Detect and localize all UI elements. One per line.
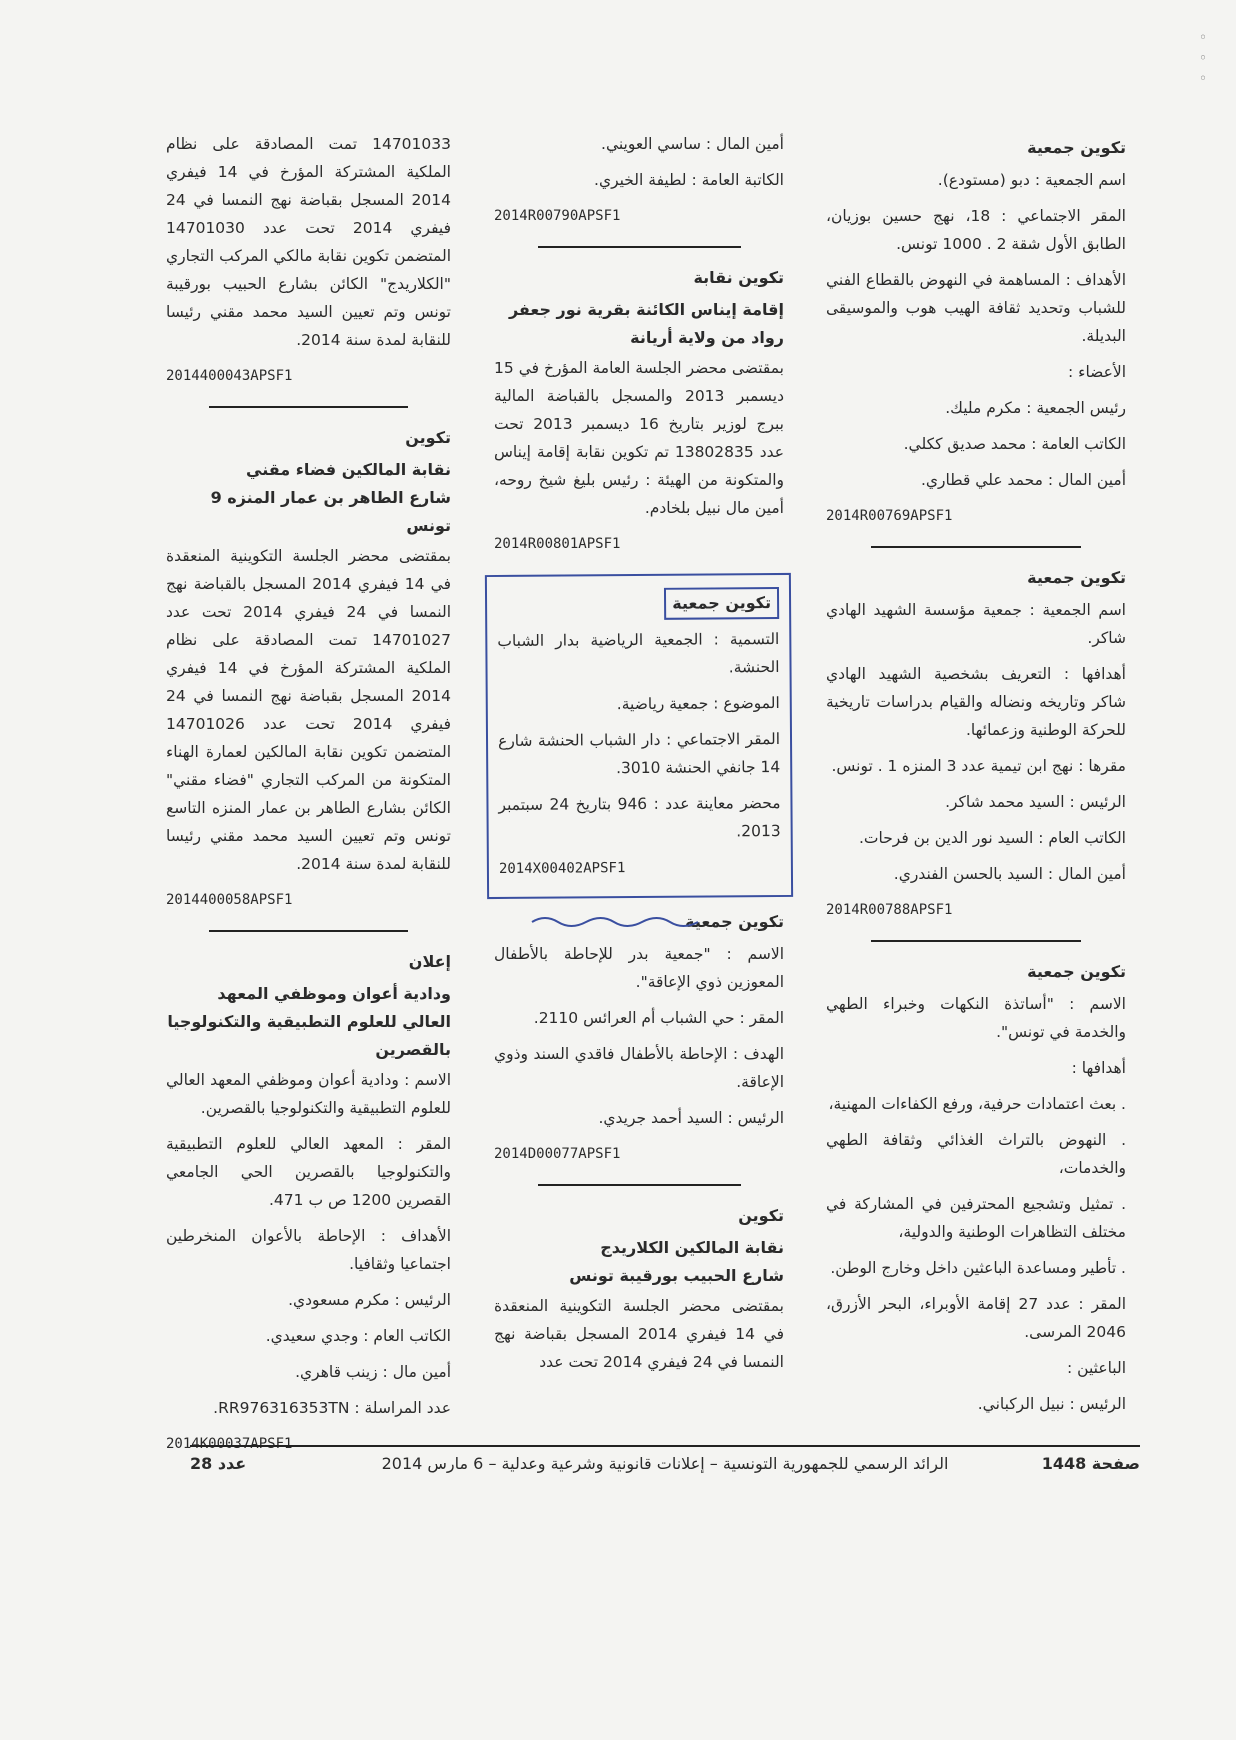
handwritten-frame	[485, 573, 793, 899]
notice-subtitle: نقابة المالكين الكلاريدج	[600, 1238, 784, 1257]
notice-line: عدد المراسلة : RR976316353TN.	[213, 1399, 451, 1417]
notice-line: أمين المال : السيد بالحسن الفندري.	[893, 865, 1126, 883]
separator	[538, 1184, 741, 1186]
notice-line: الكاتب العامة : محمد صديق ككلي.	[903, 435, 1126, 453]
notice-subtitle: شارع الحبيب بورقيبة تونس	[569, 1266, 784, 1285]
notice-line: محضر معاينة عدد : 946 بتاريخ 24 سبتمبر 2013.	[498, 794, 781, 841]
notice-title: تكوين جمعية	[1027, 568, 1126, 587]
notice-body: بمقتضى محضر الجلسة التكوينية المنعقدة في 14 فيفري 2014 المسجل بالقباضة نهج النمسا في 24 فيفري 2014 تحت عدد 14701027 تمت المصادقة على نظام الملكية المشتركة المؤرخ في 14 فيفري 2014 المسجل بقباضة نهج النمسا في 24 فيفري 2014 تحت عدد 14701026 المتضمن تكوين نقابة المالكين لعمارة الهناء المتكونة من المركب التجاري "فضاء مقني" الكائن بشارع الطاهر بن عمار المنزه التاسع تونس وتم تعيين السيد محمد مقني رئيسا للنقابة لمدة سنة 2014.	[166, 547, 452, 873]
notice-title: تكوين جمعية	[685, 912, 784, 931]
notice-continued	[166, 130, 451, 390]
notice-ref: 2014D00077APSF1	[494, 1146, 621, 1162]
notice-line: الأهداف : المساهمة في النهوض بالقطاع الفني للشباب وتحديد ثقافة الهيب هوب والموسيقى البديلة.	[826, 271, 1126, 345]
notice-body: بمقتضى محضر الجلسة التكوينية المنعقدة في 14 فيفري 2014 المسجل بقباضة نهج النمسا في 24 فيفري 2014 تحت عدد	[494, 1297, 784, 1371]
notice-title: إعلان	[408, 952, 451, 971]
handwritten-scribble	[530, 912, 700, 932]
separator	[538, 246, 741, 248]
notice-line: . النهوض بالتراث الغذائي وثقافة الطهي والخدمات،	[826, 1131, 1126, 1177]
notice-line: الأعضاء :	[1068, 363, 1126, 381]
notice-line: اسم الجمعية : دبو (مستودع).	[937, 171, 1126, 189]
notice-line: الاسم : "أساتذة النكهات وخبراء الطهي والخدمة في تونس".	[826, 995, 1126, 1041]
notice-line: أمين المال : محمد علي قطاري.	[920, 471, 1126, 489]
notice-ref: 2014R00801APSF1	[494, 536, 621, 552]
notice-line: المقر : عدد 27 إقامة الأوبراء، البحر الأزرق، 2046 المرسى.	[826, 1295, 1126, 1341]
page-number: صفحة 1448	[1041, 1454, 1140, 1473]
notice-announcement	[166, 948, 451, 1458]
notice-line: الاسم : ودادية أعوان وموظفي المعهد العالي للعلوم التطبيقية والتكنولوجيا بالقصرين.	[166, 1071, 451, 1117]
notice-subtitle: ودادية أعوان وموظفي المعهد العالي للعلوم التطبيقية والتكنولوجيا بالقصرين	[167, 984, 451, 1059]
margin-pen-mark: ◦ ◦ ◦	[1195, 30, 1211, 87]
notice-line: أهدافها :	[1071, 1059, 1126, 1077]
separator	[871, 940, 1081, 942]
notice-line: الكاتب العام : وجدي سعيدي.	[265, 1327, 451, 1345]
notice-title: تكوين جمعية	[1027, 962, 1126, 981]
notice-title: تكوين جمعية	[664, 587, 779, 620]
separator	[871, 546, 1081, 548]
notice-ref: 2014K00037APSF1	[166, 1436, 293, 1452]
notice-line: أمين مال : زينب قاهري.	[295, 1363, 451, 1381]
notice-line: الرئيس : السيد أحمد جريدي.	[598, 1109, 784, 1127]
notice-badr	[494, 908, 784, 1168]
notice-line: المقر الاجتماعي : دار الشباب الحنشة شارع 14 جانفي الحنشة 3010.	[497, 730, 781, 778]
notice-line: . بعث اعتمادات حرفية، ورفع الكفاءات المهنية،	[828, 1095, 1126, 1113]
notice-title: تكوين جمعية	[1027, 138, 1126, 157]
notice-line: الهدف : الإحاطة بالأطفال فاقدي السند وذوي الإعاقة.	[494, 1045, 784, 1091]
notice-3	[826, 958, 1126, 1418]
notice-subtitle: شارع الطاهر بن عمار المنزه 9 تونس	[210, 488, 451, 535]
notice-line: مقرها : نهج ابن تيمية عدد 3 المنزه 1 . تونس.	[831, 757, 1126, 775]
notice-title: تكوين	[405, 428, 451, 447]
notice-body: 14701033 تمت المصادقة على نظام الملكية المشتركة المؤرخ في 14 فيفري 2014 المسجل بقباضة نهج النمسا في 24 فيفري 2014 تحت عدد 14701030 المتضمن تكوين نقابة مالكي المركب التجاري "الكلاريدج" الكائن بشارع الحبيب بورقيبة تونس وتم تعيين السيد محمد مقني رئيسا للنقابة لمدة سنة 2014.	[166, 135, 452, 349]
notice-line: الأهداف : الإحاطة بالأعوان المنخرطين اجتماعيا وثقافيا.	[166, 1227, 451, 1273]
notice-line: المقر : المعهد العالي للعلوم التطبيقية والتكنولوجيا بالقصرين الحي الجامعي القصرين 1200 ص ب 471.	[166, 1135, 451, 1209]
notice-continued	[494, 130, 784, 230]
separator	[209, 406, 409, 408]
notice-line: الرئيس : نبيل الركباني.	[977, 1395, 1126, 1413]
notice-ref: 2014R00769APSF1	[826, 508, 953, 524]
notice-mekni	[166, 424, 451, 914]
notice-ref: 2014X00402APSF1	[498, 860, 626, 877]
notice-line: الاسم : "جمعية بدر للإحاطة بالأطفال المعوزين ذوي الإعاقة".	[494, 945, 784, 991]
footer-title: الرائد الرسمي للجمهورية التونسية – إعلانات قانونية وشرعية وعدلية – 6 مارس 2014	[381, 1454, 949, 1473]
issue-number: عدد 28	[190, 1454, 247, 1473]
footer-rule	[190, 1445, 1140, 1447]
column-right	[826, 128, 1126, 1434]
column-left	[166, 128, 451, 1474]
notice-line: الرئيس : السيد محمد شاكر.	[945, 793, 1126, 811]
notice-line: أمين المال : ساسي العويني.	[601, 135, 784, 153]
notice-ref: 2014R00788APSF1	[826, 902, 953, 918]
notice-1	[826, 134, 1126, 530]
notice-line: الكاتبة العامة : لطيفة الخيري.	[594, 171, 784, 189]
notice-line: الموضوع : جمعية رياضية.	[616, 694, 780, 714]
notice-line: رئيس الجمعية : مكرم مليك.	[945, 399, 1126, 417]
notice-2	[826, 564, 1126, 924]
notice-ref: 2014R00790APSF1	[494, 208, 621, 224]
notice-body: بمقتضى محضر الجلسة العامة المؤرخ في 15 ديسمبر 2013 والمسجل بالقباضة المالية ببرج لوزير بتاريخ 16 ديسمبر 2013 تحت عدد 13802835 تم تكوين نقابة إقامة إيناس والمتكونة من الهيئة : رئيس بليغ شيخ روحه، أمين مال نبيل بلخادم.	[494, 359, 784, 517]
notice-line: التسمية : الجمعية الرياضية بدار الشباب الحنشة.	[497, 630, 780, 677]
notice-subtitle: نقابة المالكين فضاء مقني	[246, 460, 451, 479]
notice-title: تكوين نقابة	[693, 268, 784, 287]
notice-line: اسم الجمعية : جمعية مؤسسة الشهيد الهادي شاكر.	[826, 601, 1126, 647]
notice-subtitle: إقامة إيناس الكائنة بقرية نور جعفر رواد من ولاية أريانة	[508, 300, 784, 347]
notice-line: المقر الاجتماعي : 18، نهج حسين بوزيان، الطابق الأول شقة 2 . 1000 تونس.	[826, 207, 1126, 253]
notice-line: أهدافها : التعريف بشخصية الشهيد الهادي شاكر وتاريخه ونضاله والقيام بدراسات تاريخية للحركة الوطنية وزعمائها.	[826, 665, 1126, 739]
notice-line: المقر : حي الشباب أم العرائس 2110.	[533, 1009, 784, 1027]
notice-line: الباعثين :	[1067, 1359, 1126, 1377]
notice-line: الكاتب العام : السيد نور الدين بن فرحات.	[858, 829, 1126, 847]
notice-line: . تمثيل وتشجيع المحترفين في المشاركة في مختلف التظاهرات الوطنية والدولية،	[826, 1195, 1126, 1241]
notice-line: . تأطير ومساعدة الباعثين داخل وخارج الوطن.	[830, 1259, 1126, 1277]
notice-line: الرئيس : مكرم مسعودي.	[288, 1291, 451, 1309]
separator	[209, 930, 409, 932]
column-middle	[494, 128, 784, 1392]
notice-ref: 2014400043APSF1	[166, 368, 293, 384]
notice-ref: 2014400058APSF1	[166, 892, 293, 908]
notice-title: تكوين	[738, 1206, 784, 1225]
notice-claridge	[494, 1202, 784, 1376]
notice-syndicate-ines	[494, 264, 784, 558]
